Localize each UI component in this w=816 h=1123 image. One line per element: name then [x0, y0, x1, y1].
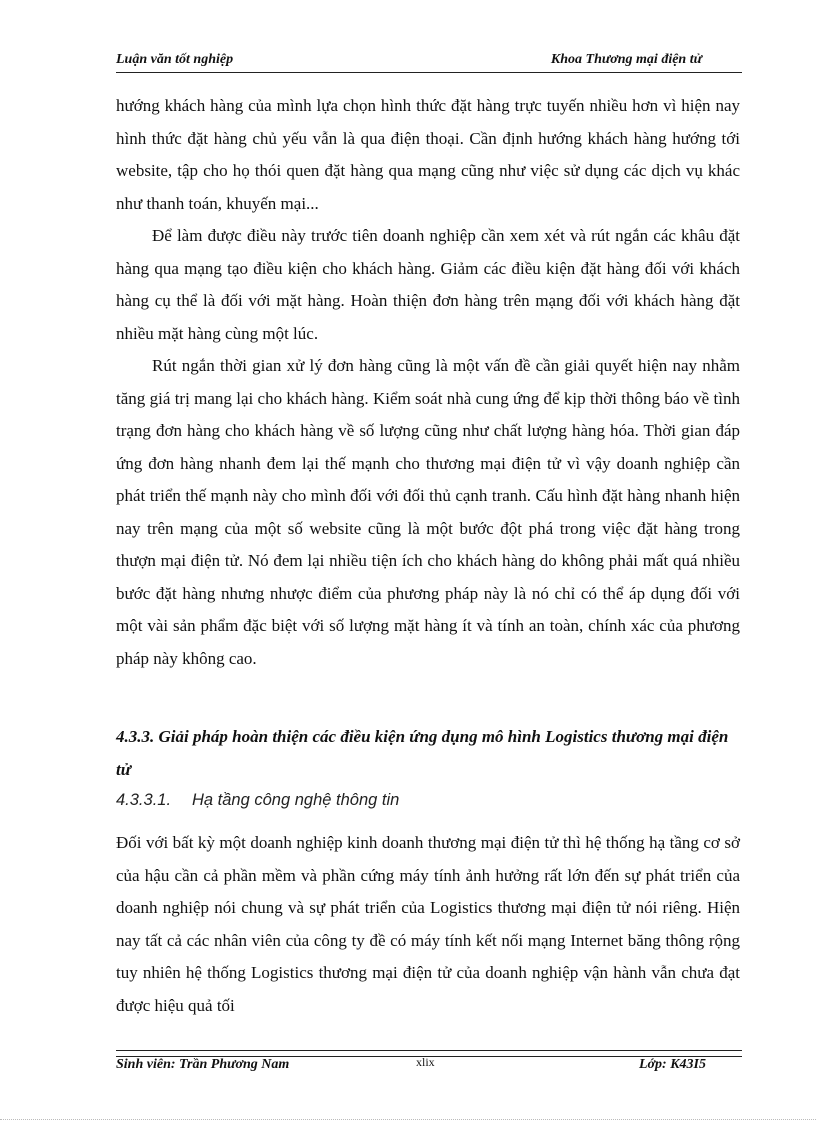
page-footer	[116, 1057, 742, 1077]
section-heading: 4.3.3. Giải pháp hoàn thiện các điều kiện ứng dụng mô hình Logistics thương mại điện tử	[116, 727, 729, 779]
body-text-lower	[116, 827, 740, 1022]
footer-page-number: xlix	[416, 1055, 435, 1069]
body-text-upper	[116, 90, 740, 675]
page-header	[116, 50, 742, 73]
paragraph-1: hướng khách hàng của mình lựa chọn hình thức đặt hàng trực tuyến nhiều hơn vì hiện nay hình thức đặt hàng chủ yếu vẫn là qua điện thoại. Cần định hướng khách hàng hướng tới website, tập cho họ thói quen đặt hàng qua mạng cũng như việc sử dụng các dịch vụ khác như thanh toán, khuyến mại...	[116, 96, 740, 213]
subsection-heading	[116, 791, 399, 810]
footer-student: Sinh viên: Trần Phương Nam	[116, 1057, 290, 1072]
paragraph-4: Đối với bất kỳ một doanh nghiệp kinh doanh thương mại điện tử thì hệ thống hạ tầng cơ sở của hậu cần cả phần mềm và phần cứng máy tính ảnh hưởng rất lớn đến sự phát triển của doanh nghiệp nói chung và sự phát triển của Logistics thương mại điện tử nói riêng. Hiện nay tất cả các nhân viên của công ty đề có máy tính kết nối mạng Internet băng thông rộng tuy nhiên hệ thống Logistics thương mại điện tử của doanh nghiệp vận hành vẫn chưa đạt được hiệu quả tối	[116, 833, 740, 1015]
paragraph-3: Rút ngắn thời gian xử lý đơn hàng cũng là một vấn đề cần giải quyết hiện nay nhằm tăng giá trị mang lại cho khách hàng. Kiểm soát nhà cung ứng để kịp thời thông báo về tình trạng đơn hàng cho khách hàng về số lượng cũng như chất lượng hàng hóa. Thời gian đáp ứng đơn hàng nhanh đem lại thế mạnh cho thương mại điện tử vì vậy doanh nghiệp cần phát triển thế mạnh này cho mình đối với đối thủ cạnh tranh. Cấu hình đặt hàng nhanh hiện nay trên mạng của một số website cũng là một bước đột phá trong việc đặt hàng trong thượn mại điện tử. Nó đem lại nhiều tiện ích cho khách hàng do không phải mất quá nhiều bước đặt hàng nhưng nhược điểm của phương pháp này là nó chỉ có thể áp dụng đối với một vài sản phẩm đặc biệt với số lượng mặt hàng ít và tính an toàn, chính xác của phương pháp này không cao.	[116, 356, 740, 668]
header-thesis-title: Luận văn tốt nghiệp	[116, 52, 234, 67]
subsection-title: Hạ tầng công nghệ thông tin	[192, 791, 400, 809]
header-faculty: Khoa Thương mại điện tử	[550, 52, 702, 67]
subsection-number: 4.3.3.1.	[116, 791, 172, 809]
page-bottom-edge	[0, 1119, 816, 1120]
paragraph-2: Để làm được điều này trước tiên doanh nghiệp cần xem xét và rút ngắn các khâu đặt hàng qua mạng tạo điều kiện cho khách hàng. Giảm các điều kiện đặt hàng đối với khách hàng cụ thể là đối với mặt hàng. Hoàn thiện đơn hàng trên mạng đối với khách hàng đặt nhiều mặt hàng cùng một lúc.	[116, 226, 740, 343]
footer-class: Lớp: K43I5	[638, 1057, 706, 1072]
